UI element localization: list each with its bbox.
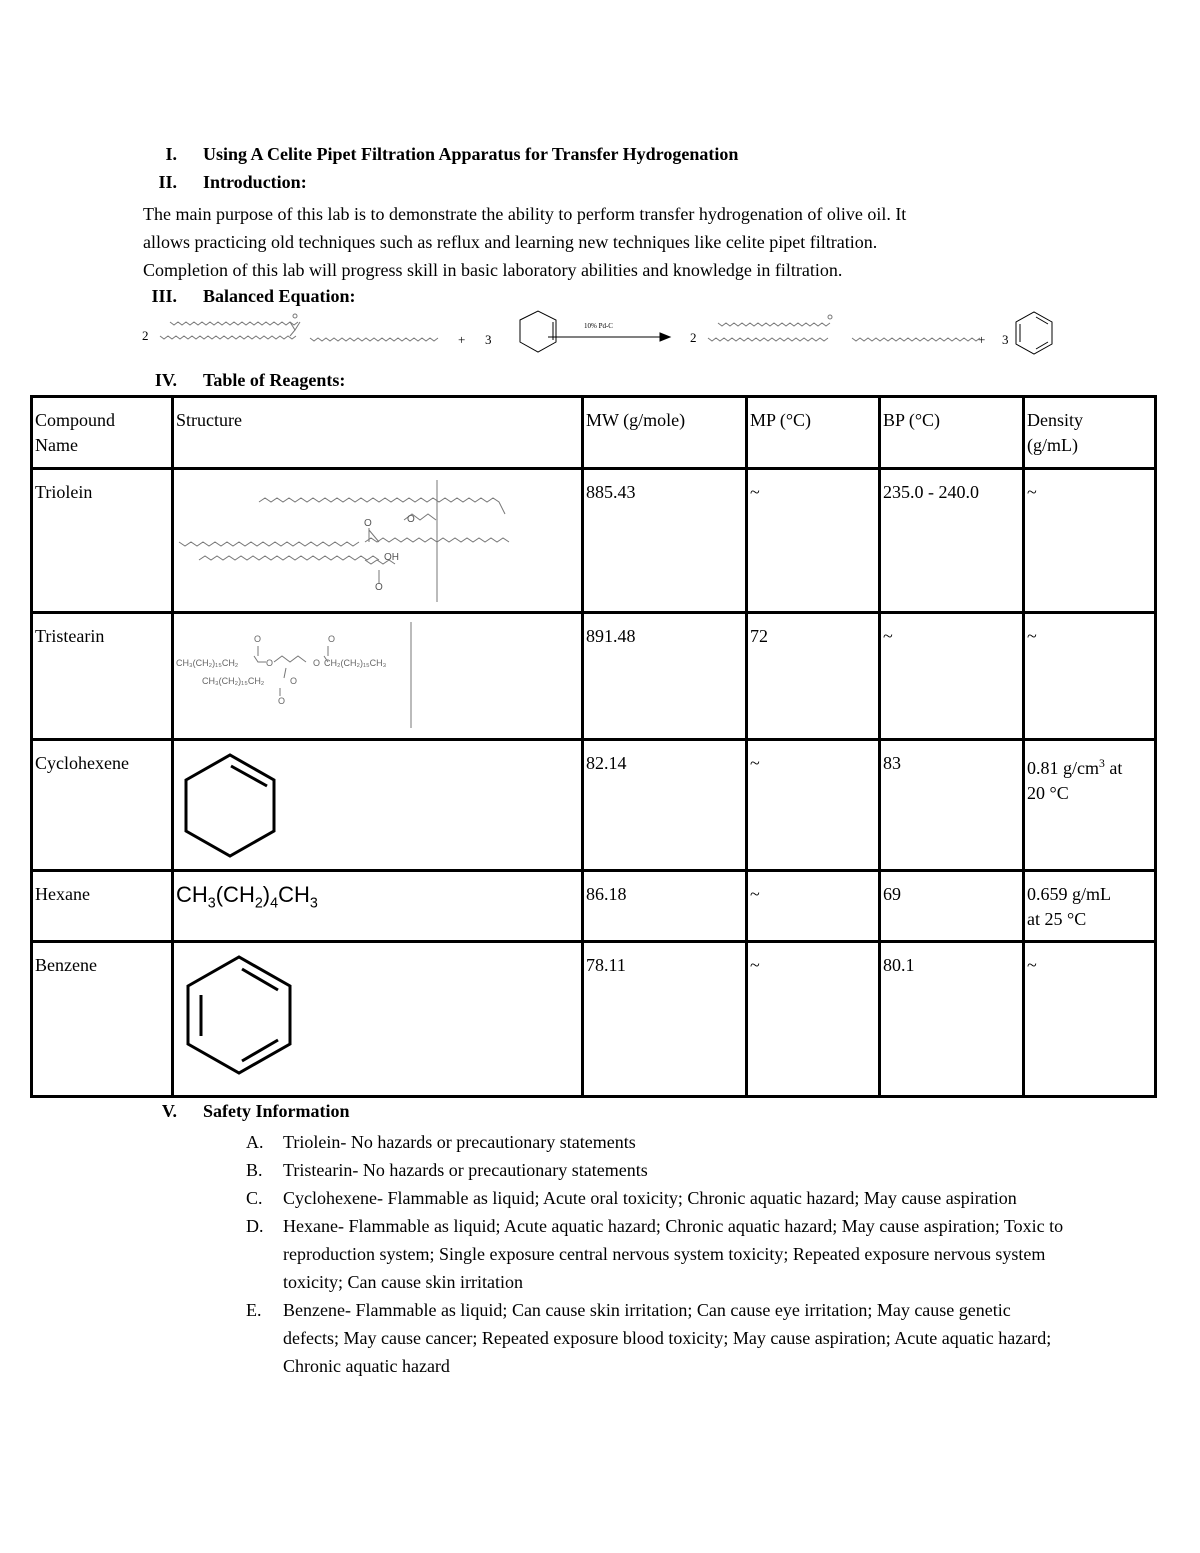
hexane-formula <box>173 871 583 942</box>
heading-number: III. <box>151 286 177 306</box>
plus-sign: + <box>458 332 466 347</box>
plus-sign: + <box>978 332 986 347</box>
density-text: 0.659 g/mL <box>1027 884 1111 904</box>
formula-subscript: 4 <box>270 895 279 912</box>
formula-part: (CH <box>215 882 255 907</box>
oxygen-label: O <box>364 518 372 529</box>
density-value: ~ <box>1024 469 1156 613</box>
heading-number: IV. <box>154 370 177 390</box>
list-item <box>246 1128 1066 1156</box>
structure-cell <box>173 613 583 740</box>
table-row <box>32 613 1156 740</box>
mw-value: 891.48 <box>583 613 747 740</box>
header-density <box>1024 397 1156 469</box>
list-item <box>246 1296 1066 1380</box>
heading-number: V. <box>161 1101 177 1121</box>
table-row <box>32 942 1156 1097</box>
oxygen-label: O <box>328 634 336 644</box>
list-letter: B. <box>246 1160 263 1180</box>
bp-value: 235.0 - 240.0 <box>880 469 1024 613</box>
oxygen-label: O <box>254 634 262 644</box>
reagent-table <box>30 395 1157 1098</box>
header-text: (g/mL) <box>1027 435 1078 455</box>
intro-line: allows practicing old techniques such as reflux and learning new techniques like celite pipet filtration. <box>143 232 878 252</box>
header-text: Compound <box>35 410 116 430</box>
benzene-structure <box>174 943 584 1091</box>
heading-number: I. <box>165 144 177 164</box>
intro-line: The main purpose of this lab is to demonstrate the ability to perform transfer hydrogenation of olive oil. It <box>143 204 907 224</box>
structure-cell <box>173 740 583 871</box>
coefficient: 2 <box>690 330 697 345</box>
mp-value: 72 <box>747 613 880 740</box>
cyclohexene-structure <box>174 741 584 865</box>
safety-text: Triolein- No hazards or precautionary statements <box>283 1132 636 1152</box>
formula-part: CH <box>176 882 208 907</box>
header-compound-name <box>32 397 173 469</box>
compound-name: Triolein <box>32 469 173 613</box>
formula-part: ) <box>262 882 271 907</box>
table-row <box>32 740 1156 871</box>
list-letter: C. <box>246 1188 263 1208</box>
oxygen-label: O <box>278 696 286 706</box>
mw-value: 78.11 <box>583 942 747 1097</box>
mw-value: 82.14 <box>583 740 747 871</box>
mp-value: ~ <box>747 469 880 613</box>
compound-name: Hexane <box>32 871 173 942</box>
density-text: at <box>1104 758 1123 778</box>
header-mp: MP (°C) <box>747 397 880 469</box>
heading-number: II. <box>158 172 177 192</box>
header-text: Name <box>35 435 78 455</box>
bp-value: 69 <box>880 871 1024 942</box>
density-text: at 25 °C <box>1027 909 1087 929</box>
list-letter: D. <box>246 1216 264 1236</box>
chain-label: CH₃(CH₂)₁₅CH₂ <box>176 658 239 668</box>
table-row <box>32 871 1156 942</box>
introduction-paragraph <box>143 200 1073 284</box>
oxygen-label: O <box>313 658 321 668</box>
reaction-arrow <box>548 333 670 341</box>
mw-value: 86.18 <box>583 871 747 942</box>
intro-line: Completion of this lab will progress skill in basic laboratory abilities and knowledge in filtration. <box>143 260 843 280</box>
mp-value: ~ <box>747 740 880 871</box>
safety-text: Benzene- Flammable as liquid; Can cause skin irritation; Can cause eye irritation; May cause genetic defects; May cause cancer; Repeated exposure blood toxicity; May cause aspiration; Acute aquatic hazard; Chronic aquatic hazard <box>283 1300 1052 1376</box>
heading-text: Table of Reagents: <box>203 370 346 390</box>
list-letter: A. <box>246 1132 264 1152</box>
safety-text: Tristearin- No hazards or precautionary statements <box>283 1160 648 1180</box>
header-structure: Structure <box>173 397 583 469</box>
bp-value: ~ <box>880 613 1024 740</box>
density-text: 0.81 g/cm <box>1027 758 1099 778</box>
chain-label: CH₂(CH₂)₁₅CH₃ <box>324 658 387 668</box>
bp-value: 80.1 <box>880 942 1024 1097</box>
mp-value: ~ <box>747 942 880 1097</box>
mp-value: ~ <box>747 871 880 942</box>
balanced-equation-diagram <box>140 310 1070 365</box>
formula-subscript: 2 <box>254 895 263 912</box>
mw-value: 885.43 <box>583 469 747 613</box>
coefficient: 2 <box>142 328 149 343</box>
structure-cell <box>173 469 583 613</box>
heading-text: Safety Information <box>203 1101 350 1121</box>
heading-text: Introduction: <box>203 172 307 192</box>
cyclohexene-reactant <box>520 311 556 352</box>
header-mw: MW (g/mole) <box>583 397 747 469</box>
tristearin-structure <box>174 614 584 734</box>
hydroxyl-label: OH <box>384 552 399 563</box>
list-letter: E. <box>246 1300 262 1320</box>
triolein-structure <box>174 470 584 608</box>
structure-cell <box>173 942 583 1097</box>
compound-name: Benzene <box>32 942 173 1097</box>
list-item <box>246 1184 1066 1212</box>
header-bp: BP (°C) <box>880 397 1024 469</box>
list-item <box>246 1212 1066 1296</box>
density-value: ~ <box>1024 942 1156 1097</box>
coefficient: 3 <box>1002 332 1009 347</box>
table-header-row <box>32 397 1156 469</box>
bp-value: 83 <box>880 740 1024 871</box>
density-value: ~ <box>1024 613 1156 740</box>
oxygen-label: O <box>375 582 383 593</box>
density-value <box>1024 740 1156 871</box>
compound-name: Cyclohexene <box>32 740 173 871</box>
formula-subscript: 3 <box>207 895 216 912</box>
formula-part: CH <box>278 882 310 907</box>
density-superscript: 3 <box>1099 757 1105 770</box>
safety-text: Hexane- Flammable as liquid; Acute aquatic hazard; Chronic aquatic hazard; May cause aspiration; Toxic to reproduction system; Single exposure central nervous system toxicity; Repeated exposure nervous system toxicity; Can cause skin irritation <box>283 1216 1064 1292</box>
compound-name: Tristearin <box>32 613 173 740</box>
list-item <box>246 1156 1066 1184</box>
triolein-reactant <box>160 314 438 341</box>
oxygen-label: O <box>266 658 274 668</box>
oxygen-label: O <box>290 676 298 686</box>
oxygen-label: O <box>407 514 415 525</box>
header-text: Density <box>1027 410 1083 430</box>
document-title: Using A Celite Pipet Filtration Apparatus for Transfer Hydrogenation <box>203 144 739 164</box>
heading-text: Balanced Equation: <box>203 286 356 306</box>
chain-label: CH₃(CH₂)₁₅CH₂ <box>202 676 265 686</box>
safety-text: Cyclohexene- Flammable as liquid; Acute oral toxicity; Chronic aquatic hazard; May cause aspiration <box>283 1188 1017 1208</box>
safety-list <box>246 1128 1066 1380</box>
density-text: 20 °C <box>1027 783 1069 803</box>
catalyst-label: 10% Pd-C <box>584 322 613 330</box>
coefficient: 3 <box>485 332 492 347</box>
table-row <box>32 469 1156 613</box>
formula-subscript: 3 <box>309 895 318 912</box>
benzene-product <box>1016 312 1052 354</box>
tristearin-product <box>708 315 980 341</box>
density-value <box>1024 871 1156 942</box>
